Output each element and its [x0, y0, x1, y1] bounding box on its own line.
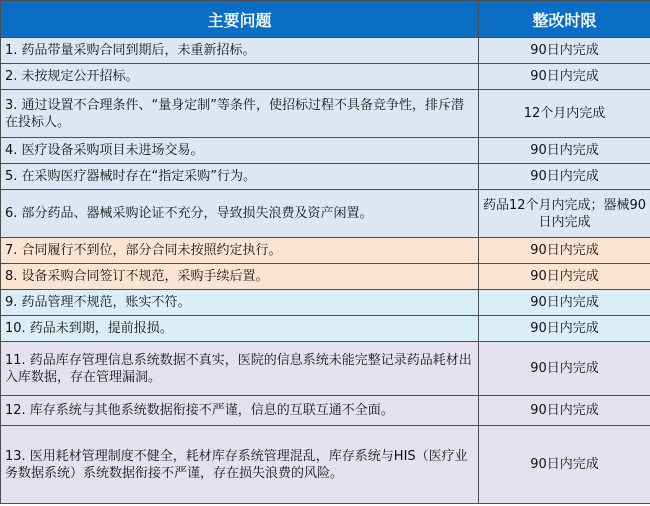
table-row	[1, 290, 650, 316]
deadline-cell: 90日内完成	[479, 238, 650, 264]
deadline-cell: 90日内完成	[479, 290, 650, 316]
issue-cell: 9. 药品管理不规范，账实不符。	[1, 290, 479, 316]
issue-cell: 8. 设备采购合同签订不规范，采购手续后置。	[1, 264, 479, 290]
deadline-cell: 90日内完成	[479, 64, 650, 90]
deadline-cell: 90日内完成	[479, 316, 650, 342]
deadline-cell: 12个月内完成	[479, 90, 650, 138]
table-row	[1, 64, 650, 90]
issue-cell: 3. 通过设置不合理条件、“量身定制”等条件，使招标过程不具备竞争性，排斥潜在投标人。	[1, 90, 479, 138]
issue-cell: 7. 合同履行不到位，部分合同未按照约定执行。	[1, 238, 479, 264]
deadline-cell: 90日内完成	[479, 38, 650, 64]
table-row	[1, 238, 650, 264]
table-row	[1, 264, 650, 290]
table-row	[1, 316, 650, 342]
issue-cell: 12. 库存系统与其他系统数据衔接不严谨，信息的互联互通不全面。	[1, 396, 479, 426]
table-row	[1, 342, 650, 396]
issue-cell: 10. 药品未到期，提前报损。	[1, 316, 479, 342]
issue-cell: 13. 医用耗材管理制度不健全，耗材库存系统管理混乱，库存系统与HIS（医疗业务数据系统）系统数据衔接不严谨，存在损失浪费的风险。	[1, 426, 479, 504]
table-row	[1, 90, 650, 138]
table-row	[1, 190, 650, 238]
table-row	[1, 38, 650, 64]
issue-cell: 6. 部分药品、器械采购论证不充分，导致损失浪费及资产闲置。	[1, 190, 479, 238]
issue-cell: 5. 在采购医疗器械时存在“指定采购”行为。	[1, 164, 479, 190]
table-row	[1, 396, 650, 426]
deadline-cell: 90日内完成	[479, 426, 650, 504]
deadline-cell: 90日内完成	[479, 164, 650, 190]
deadline-cell: 90日内完成	[479, 138, 650, 164]
header-deadline: 整改时限	[479, 1, 650, 38]
table-row	[1, 426, 650, 504]
deadline-cell: 90日内完成	[479, 342, 650, 396]
table-row	[1, 138, 650, 164]
header-issue: 主要问题	[1, 1, 479, 38]
issue-cell: 1. 药品带量采购合同到期后，未重新招标。	[1, 38, 479, 64]
header-row	[1, 1, 650, 38]
deadline-cell: 药品12个月内完成；器械90日内完成	[479, 190, 650, 238]
issue-cell: 2. 未按规定公开招标。	[1, 64, 479, 90]
deadline-cell: 90日内完成	[479, 396, 650, 426]
issue-cell: 11. 药品库存管理信息系统数据不真实，医院的信息系统未能完整记录药品耗材出入库数据，存在管理漏洞。	[1, 342, 479, 396]
table-row	[1, 164, 650, 190]
issue-cell: 4. 医疗设备采购项目未进场交易。	[1, 138, 479, 164]
deadline-cell: 90日内完成	[479, 264, 650, 290]
